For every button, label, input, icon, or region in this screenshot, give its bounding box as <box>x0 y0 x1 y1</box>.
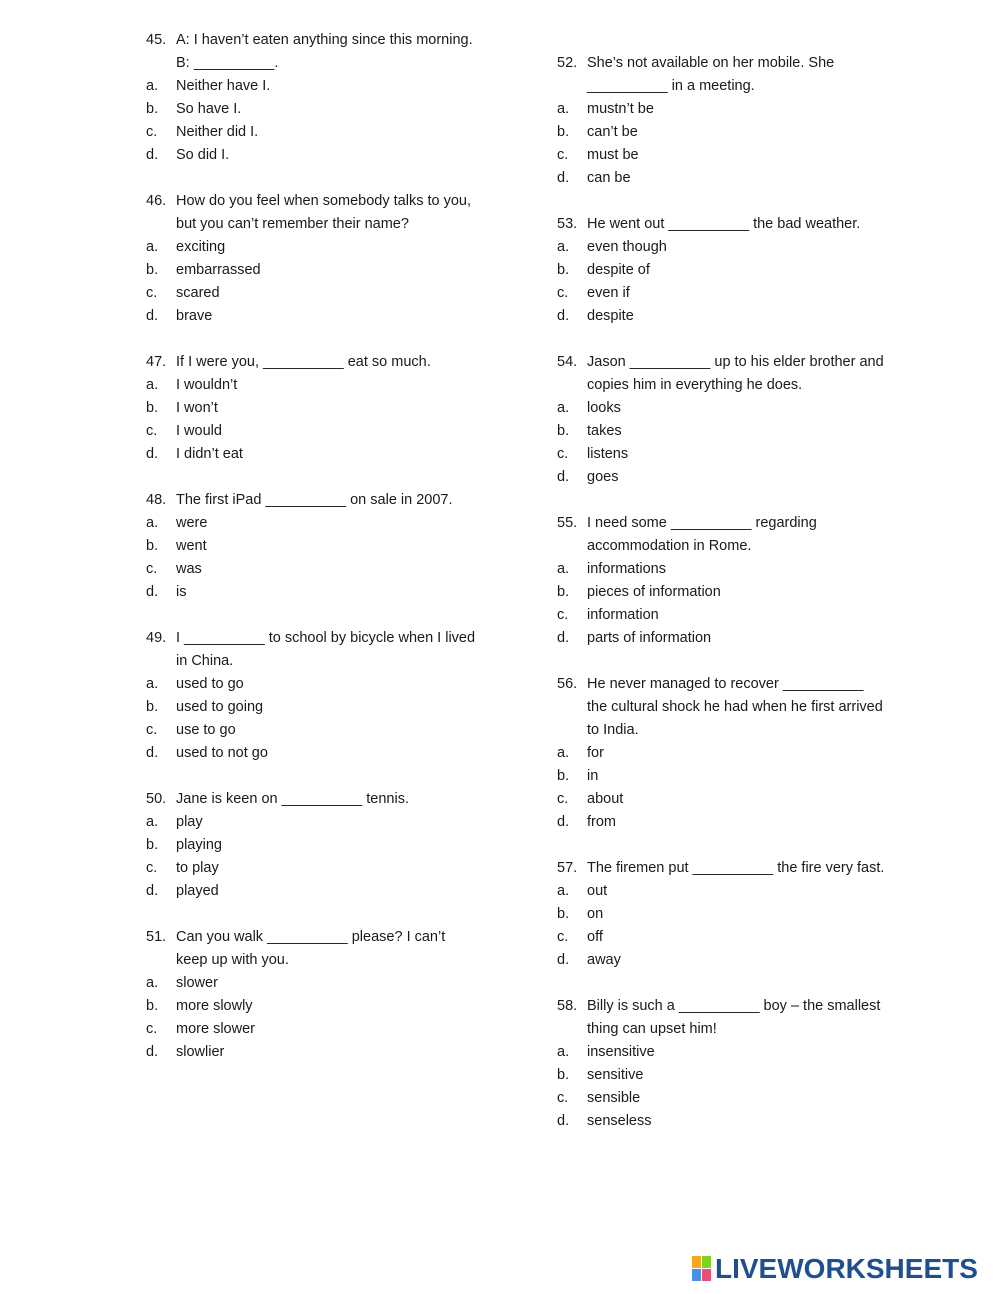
question-46 <box>146 190 476 328</box>
option-letter: a. <box>146 78 159 94</box>
answer-option[interactable] <box>146 673 476 696</box>
option-letter: d. <box>146 147 159 163</box>
option-text: I didn’t eat <box>176 446 243 462</box>
option-letter: b. <box>557 423 570 439</box>
option-letter: a. <box>557 883 570 899</box>
option-letter: b. <box>557 1067 570 1083</box>
option-text: I won’t <box>176 400 218 416</box>
question-51 <box>146 926 476 1064</box>
question-number: 58. <box>557 998 578 1014</box>
option-text: more slowly <box>176 998 253 1014</box>
option-text: were <box>176 515 208 531</box>
question-53 <box>557 213 887 328</box>
answer-option[interactable] <box>146 581 476 604</box>
question-text: He never managed to recover __________ the cultural shock he had when he first arrived to India. <box>587 676 883 738</box>
option-letter: b. <box>146 699 159 715</box>
option-letter: d. <box>557 308 570 324</box>
option-text: despite <box>587 308 634 324</box>
question-stem <box>557 673 887 742</box>
option-letter: a. <box>557 561 570 577</box>
question-number: 48. <box>146 492 167 508</box>
question-number: 53. <box>557 216 578 232</box>
option-letter: b. <box>146 837 159 853</box>
option-text: can’t be <box>587 124 638 140</box>
answer-option[interactable] <box>557 98 887 121</box>
question-text: She’s not available on her mobile. She __________ in a meeting. <box>587 55 835 94</box>
option-letter: d. <box>557 170 570 186</box>
option-text: takes <box>587 423 622 439</box>
question-number: 51. <box>146 929 167 945</box>
question-50 <box>146 788 476 903</box>
answer-option[interactable] <box>557 121 887 144</box>
option-letter: b. <box>557 124 570 140</box>
option-letter: a. <box>146 515 159 531</box>
question-49 <box>146 627 476 765</box>
option-text: from <box>587 814 616 830</box>
answer-option[interactable] <box>557 788 887 811</box>
option-text: even though <box>587 239 667 255</box>
option-text: looks <box>587 400 621 416</box>
answer-option[interactable] <box>146 98 476 121</box>
option-text: used to going <box>176 699 264 715</box>
question-text: Jason __________ up to his elder brother and copies him in everything he does. <box>587 354 884 393</box>
option-letter: c. <box>557 791 569 807</box>
question-number: 50. <box>146 791 167 807</box>
option-letter: b. <box>146 262 159 278</box>
question-text: He went out __________ the bad weather. <box>587 216 861 232</box>
option-letter: b. <box>557 584 570 600</box>
option-text: sensitive <box>587 1067 644 1083</box>
option-letter: d. <box>146 446 159 462</box>
option-letter: d. <box>146 883 159 899</box>
answer-option[interactable] <box>557 926 887 949</box>
question-stem <box>146 190 476 236</box>
answer-option[interactable] <box>557 558 887 581</box>
option-text: went <box>176 538 207 554</box>
answer-option[interactable] <box>557 420 887 443</box>
answer-option[interactable] <box>557 742 887 765</box>
question-text: Jane is keen on __________ tennis. <box>176 791 409 807</box>
option-letter: d. <box>557 952 570 968</box>
option-text: slower <box>176 975 218 991</box>
question-54 <box>557 351 887 489</box>
option-letter: a. <box>557 1044 570 1060</box>
option-letter: c. <box>146 722 158 738</box>
question-stem <box>146 351 476 374</box>
option-text: is <box>176 584 187 600</box>
question-text: Billy is such a __________ boy – the smallest thing can upset him! <box>587 998 881 1037</box>
option-text: out <box>587 883 608 899</box>
option-text: about <box>587 791 624 807</box>
answer-option[interactable] <box>146 995 476 1018</box>
question-text: The first iPad __________ on sale in 2007. <box>176 492 453 508</box>
option-letter: b. <box>146 101 159 117</box>
option-text: Neither have I. <box>176 78 271 94</box>
question-55 <box>557 512 887 650</box>
option-text: despite of <box>587 262 650 278</box>
option-text: on <box>587 906 604 922</box>
option-text: play <box>176 814 203 830</box>
option-text: was <box>176 561 202 577</box>
answer-option[interactable] <box>146 1041 476 1064</box>
question-number: 57. <box>557 860 578 876</box>
answer-option[interactable] <box>146 742 476 765</box>
question-text: I __________ to school by bicycle when I lived in China. <box>176 630 476 669</box>
option-text: use to go <box>176 722 236 738</box>
option-letter: d. <box>146 745 159 761</box>
option-letter: c. <box>557 1090 569 1106</box>
answer-option[interactable] <box>557 765 887 788</box>
answer-option[interactable] <box>557 811 887 834</box>
option-text: goes <box>587 469 619 485</box>
option-text: informations <box>587 561 666 577</box>
option-text: more slower <box>176 1021 255 1037</box>
answer-option[interactable] <box>557 581 887 604</box>
question-stem <box>557 213 887 236</box>
answer-option[interactable] <box>557 1041 887 1064</box>
answer-option[interactable] <box>557 443 887 466</box>
answer-option[interactable] <box>146 374 476 397</box>
option-letter: d. <box>557 814 570 830</box>
option-text: played <box>176 883 219 899</box>
answer-option[interactable] <box>557 880 887 903</box>
option-letter: c. <box>557 285 569 301</box>
option-text: brave <box>176 308 213 324</box>
option-letter: d. <box>146 584 159 600</box>
liveworksheets-logo <box>692 1254 978 1284</box>
question-text: I need some __________ regarding accommodation in Rome. <box>587 515 817 554</box>
option-text: information <box>587 607 659 623</box>
answer-option[interactable] <box>146 811 476 834</box>
option-text: away <box>587 952 621 968</box>
answer-option[interactable] <box>557 282 887 305</box>
question-stem <box>557 52 887 98</box>
question-52 <box>557 52 887 190</box>
question-56 <box>557 673 887 834</box>
left-column <box>146 29 476 1087</box>
answer-option[interactable] <box>146 121 476 144</box>
answer-option[interactable] <box>557 949 887 972</box>
question-57 <box>557 857 887 972</box>
answer-option[interactable] <box>557 1064 887 1087</box>
answer-option[interactable] <box>557 466 887 489</box>
option-text: senseless <box>587 1113 652 1129</box>
question-number: 47. <box>146 354 167 370</box>
option-letter: a. <box>146 377 159 393</box>
option-letter: c. <box>146 1021 158 1037</box>
option-letter: b. <box>146 998 159 1014</box>
answer-option[interactable] <box>557 604 887 627</box>
right-column <box>557 52 887 1156</box>
answer-option[interactable] <box>146 75 476 98</box>
question-number: 45. <box>146 32 167 48</box>
question-number: 56. <box>557 676 578 692</box>
question-text: If I were you, __________ eat so much. <box>176 354 431 370</box>
answer-option[interactable] <box>146 558 476 581</box>
option-text: for <box>587 745 604 761</box>
answer-option[interactable] <box>146 972 476 995</box>
question-58 <box>557 995 887 1133</box>
question-stem <box>146 489 476 512</box>
logo-mark-icon <box>692 1256 712 1282</box>
option-text: So did I. <box>176 147 230 163</box>
question-number: 55. <box>557 515 578 531</box>
option-letter: c. <box>146 860 158 876</box>
option-letter: c. <box>557 607 569 623</box>
option-letter: d. <box>557 1113 570 1129</box>
option-letter: a. <box>557 101 570 117</box>
answer-option[interactable] <box>557 167 887 190</box>
question-stem <box>146 788 476 811</box>
option-letter: d. <box>557 469 570 485</box>
question-text: How do you feel when somebody talks to you, but you can’t remember their name? <box>176 193 471 232</box>
question-stem <box>557 995 887 1041</box>
answer-option[interactable] <box>146 282 476 305</box>
question-stem <box>146 926 476 972</box>
option-letter: d. <box>146 308 159 324</box>
option-text: in <box>587 768 599 784</box>
option-text: scared <box>176 285 220 301</box>
option-letter: b. <box>557 262 570 278</box>
option-text: even if <box>587 285 630 301</box>
option-letter: d. <box>146 1044 159 1060</box>
option-text: off <box>587 929 603 945</box>
answer-option[interactable] <box>557 1110 887 1133</box>
question-48 <box>146 489 476 604</box>
option-text: can be <box>587 170 631 186</box>
answer-option[interactable] <box>146 443 476 466</box>
answer-option[interactable] <box>146 144 476 167</box>
question-stem <box>557 512 887 558</box>
answer-option[interactable] <box>557 627 887 650</box>
question-45 <box>146 29 476 167</box>
option-letter: c. <box>557 929 569 945</box>
option-text: sensible <box>587 1090 641 1106</box>
question-stem <box>557 857 887 880</box>
option-text: So have I. <box>176 101 242 117</box>
option-text: I wouldn’t <box>176 377 238 393</box>
question-47 <box>146 351 476 466</box>
answer-option[interactable] <box>557 903 887 926</box>
option-letter: a. <box>146 975 159 991</box>
answer-option[interactable] <box>146 305 476 328</box>
option-text: used to not go <box>176 745 268 761</box>
option-letter: a. <box>557 239 570 255</box>
answer-option[interactable] <box>557 259 887 282</box>
option-letter: c. <box>146 124 158 140</box>
option-text: insensitive <box>587 1044 655 1060</box>
answer-option[interactable] <box>557 144 887 167</box>
option-letter: a. <box>557 745 570 761</box>
question-text: Can you walk __________ please? I can’t keep up with you. <box>176 929 446 968</box>
option-text: must be <box>587 147 639 163</box>
question-stem <box>557 351 887 397</box>
option-text: mustn’t be <box>587 101 654 117</box>
answer-option[interactable] <box>146 512 476 535</box>
option-text: listens <box>587 446 629 462</box>
option-letter: a. <box>146 676 159 692</box>
question-number: 46. <box>146 193 167 209</box>
question-number: 49. <box>146 630 167 646</box>
answer-option[interactable] <box>146 719 476 742</box>
option-text: to play <box>176 860 219 876</box>
option-letter: b. <box>146 538 159 554</box>
answer-option[interactable] <box>557 1087 887 1110</box>
answer-option[interactable] <box>146 834 476 857</box>
option-letter: a. <box>146 814 159 830</box>
answer-option[interactable] <box>146 535 476 558</box>
answer-option[interactable] <box>146 696 476 719</box>
option-letter: a. <box>146 239 159 255</box>
answer-option[interactable] <box>146 880 476 903</box>
answer-option[interactable] <box>557 397 887 420</box>
option-text: embarrassed <box>176 262 261 278</box>
answer-option[interactable] <box>146 259 476 282</box>
option-letter: b. <box>557 768 570 784</box>
option-letter: c. <box>146 423 158 439</box>
option-letter: c. <box>146 285 158 301</box>
answer-option[interactable] <box>557 236 887 259</box>
option-text: exciting <box>176 239 226 255</box>
question-stem <box>146 29 476 75</box>
answer-option[interactable] <box>146 420 476 443</box>
option-text: pieces of information <box>587 584 721 600</box>
answer-option[interactable] <box>146 397 476 420</box>
option-text: playing <box>176 837 222 853</box>
option-letter: b. <box>146 400 159 416</box>
option-text: I would <box>176 423 222 439</box>
option-text: slowlier <box>176 1044 225 1060</box>
option-letter: c. <box>557 147 569 163</box>
option-text: used to go <box>176 676 244 692</box>
question-number: 54. <box>557 354 578 370</box>
option-letter: d. <box>557 630 570 646</box>
option-text: parts of information <box>587 630 712 646</box>
answer-option[interactable] <box>146 1018 476 1041</box>
question-text: The firemen put __________ the fire very fast. <box>587 860 885 876</box>
answer-option[interactable] <box>146 857 476 880</box>
option-text: Neither did I. <box>176 124 259 140</box>
answer-option[interactable] <box>146 236 476 259</box>
answer-option[interactable] <box>557 305 887 328</box>
question-stem <box>146 627 476 673</box>
logo-text: LIVEWORKSHEETS <box>715 1253 978 1284</box>
option-letter: c. <box>146 561 158 577</box>
option-letter: a. <box>557 400 570 416</box>
option-letter: c. <box>557 446 569 462</box>
question-text: A: I haven’t eaten anything since this morning. B: __________. <box>176 32 473 71</box>
option-letter: b. <box>557 906 570 922</box>
question-number: 52. <box>557 55 578 71</box>
